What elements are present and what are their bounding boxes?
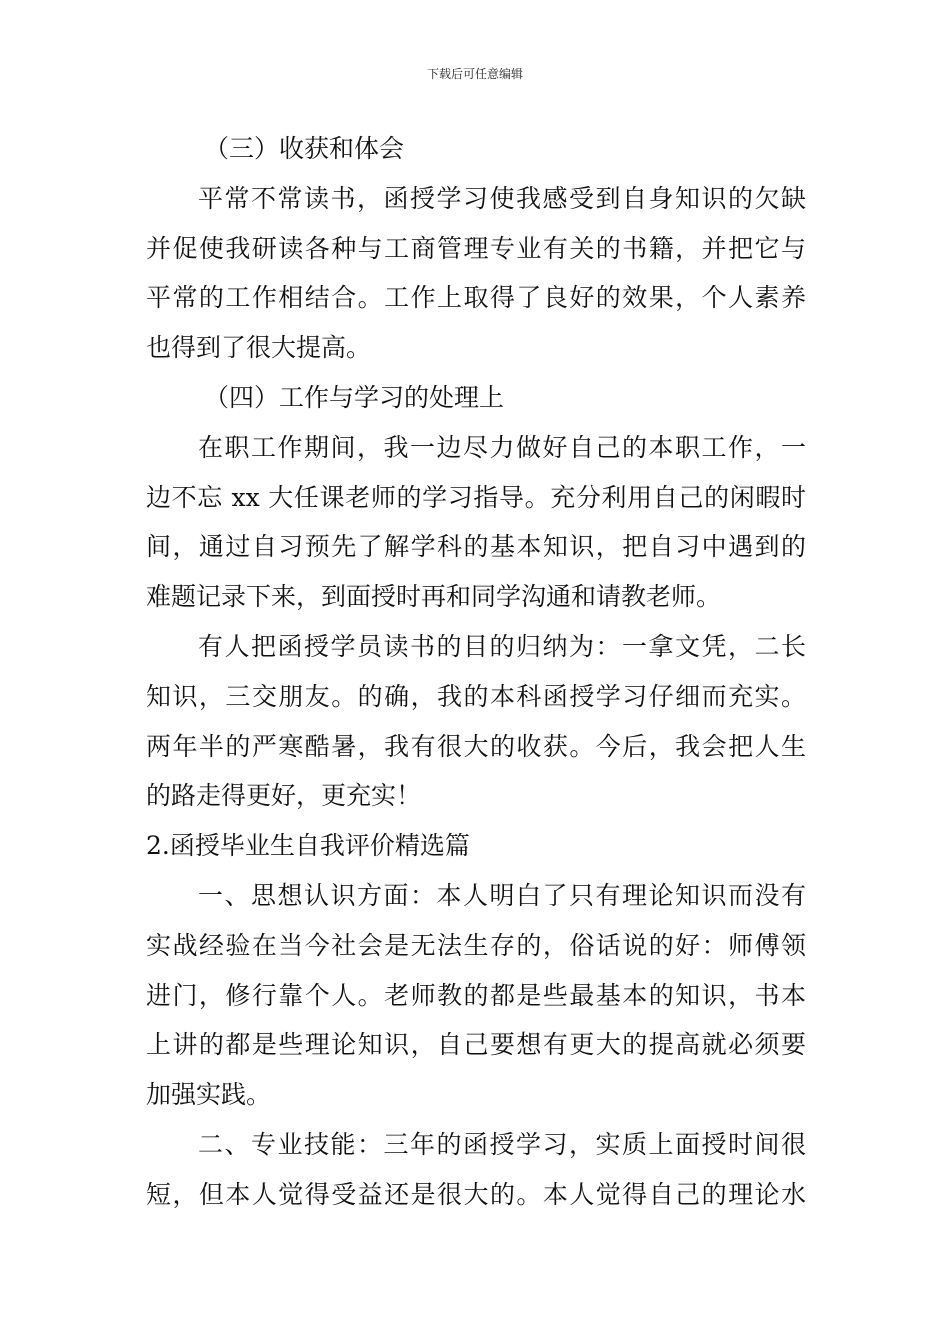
paragraph-line: 两年半的严寒酷暑，我有很大的收获。今后，我会把人生: [146, 731, 806, 761]
paragraph-line: 有人把函授学员读书的目的归纳为：一拿文凭，二长: [198, 631, 806, 661]
paragraph-line: 难题记录下来，到面授时再和同学沟通和请教老师。: [146, 582, 722, 612]
paragraph-line: 知识，三交朋友。的确，我的本科函授学习仔细而充实。: [146, 681, 806, 711]
paragraph-line: 二、专业技能：三年的函授学习，实质上面授时间很: [198, 1129, 806, 1159]
paragraph-line: 的路走得更好，更充实！: [146, 781, 422, 811]
paragraph-line: 边不忘 xx 大任课老师的学习指导。充分利用自己的闲暇时: [146, 482, 806, 512]
document-body: [146, 124, 806, 1220]
paragraph-line: 平常不常读书，函授学习使我感受到自身知识的欠缺: [198, 183, 806, 213]
paragraph-line: 实战经验在当今社会是无法生存的，俗话说的好：师傅领: [146, 930, 806, 960]
paragraph-line: 一、思想认识方面：本人明白了只有理论知识而没有: [198, 880, 806, 910]
paragraph-line: 进门，修行靠个人。老师教的都是些最基本的知识，书本: [146, 980, 806, 1010]
paragraph-line: 间，通过自习预先了解学科的基本知识，把自习中遇到的: [146, 532, 806, 562]
section-heading-three: （三）收获和体会: [204, 134, 405, 163]
paragraph-line: 上讲的都是些理论知识，自己要想有更大的提高就必须要: [146, 1030, 806, 1060]
paragraph-line: 加强实践。: [146, 1080, 272, 1110]
paragraph-line: 并促使我研读各种与工商管理专业有关的书籍，并把它与: [146, 233, 806, 263]
paragraph-line: 短，但本人觉得受益还是很大的。本人觉得自己的理论水: [146, 1179, 806, 1209]
paragraph-line: 平常的工作相结合。工作上取得了良好的效果，个人素养: [146, 283, 806, 313]
article-title: 2.函授毕业生自我评价精选篇: [146, 831, 470, 861]
paragraph-line: 也得到了很大提高。: [146, 333, 372, 363]
page-header-note: 下载后可任意编辑: [426, 67, 523, 81]
paragraph-line: 在职工作期间，我一边尽力做好自己的本职工作，一: [198, 432, 806, 462]
section-heading-four: （四）工作与学习的处理上: [204, 382, 505, 412]
